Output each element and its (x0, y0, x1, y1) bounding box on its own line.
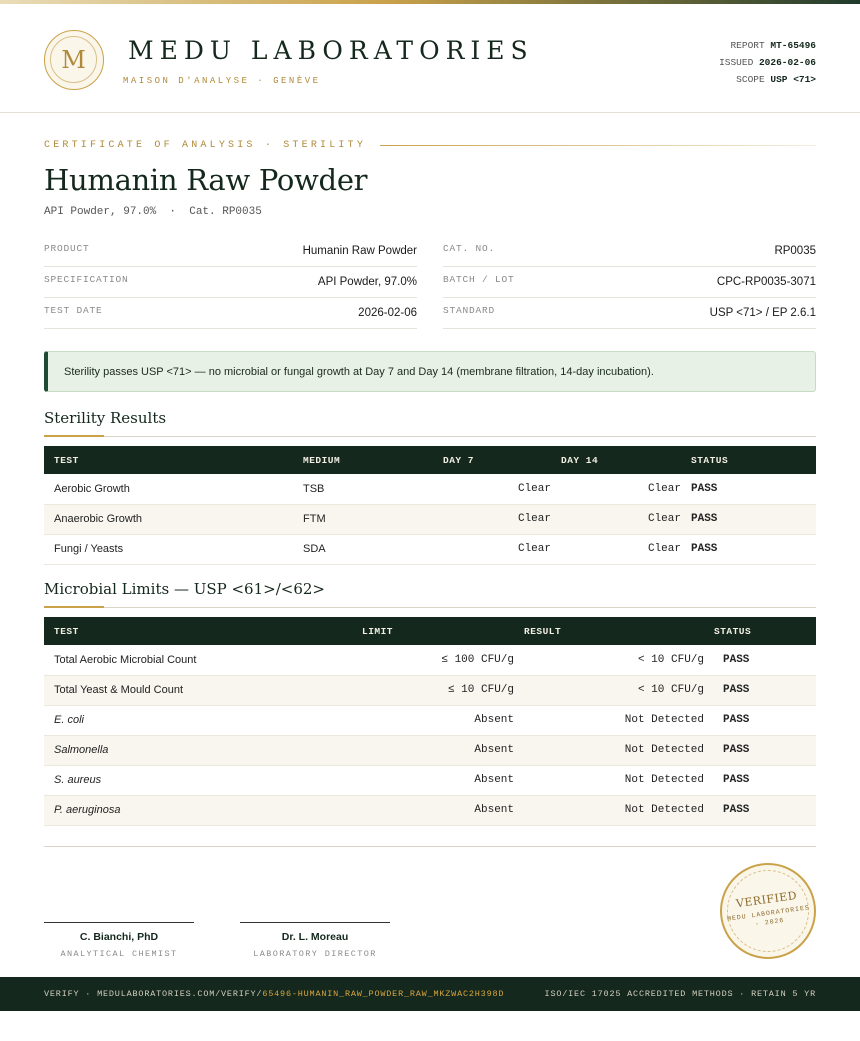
info-label: TEST DATE (44, 304, 103, 316)
cell-test: Total Yeast & Mould Count (44, 675, 352, 705)
status-badge: PASS (704, 705, 816, 735)
cell-day7: Clear (433, 504, 551, 534)
cell-medium: FTM (293, 504, 433, 534)
table-row (44, 795, 816, 825)
cell-day14: Clear (551, 534, 681, 564)
signatory-role: LABORATORY DIRECTOR (253, 949, 377, 959)
info-row (443, 298, 816, 329)
table-row (44, 675, 816, 705)
info-grid-left (44, 236, 417, 329)
info-row (443, 236, 816, 267)
signature-block (240, 922, 390, 959)
status-badge: PASS (681, 504, 816, 534)
table-header-row (44, 446, 816, 474)
info-grid-right (443, 236, 816, 329)
signatory-name: Dr. L. Moreau (281, 931, 349, 943)
column-header: STATUS (704, 617, 816, 645)
info-value: USP <71> / EP 2.6.1 (709, 307, 816, 319)
info-label: BATCH / LOT (443, 273, 515, 285)
signatory-name: C. Bianchi, PhD (79, 931, 159, 943)
brand-name: MEDU LABORATORIES (128, 36, 534, 65)
footer-verify-prefix: VERIFY · MEDULABORATORIES.COM/VERIFY/ (44, 989, 263, 999)
info-row (44, 298, 417, 329)
meta-label: SCOPE (736, 74, 765, 85)
status-badge: PASS (704, 765, 816, 795)
cell-limit: Absent (352, 705, 514, 735)
meta-value: USP <71> (770, 74, 816, 85)
cell-day7: Clear (433, 534, 551, 564)
column-header: RESULT (514, 617, 704, 645)
eyebrow-rule (380, 145, 816, 146)
column-header: DAY 7 (433, 446, 551, 474)
table-row (44, 534, 816, 564)
meta-issued (719, 54, 816, 71)
report-meta (719, 37, 816, 88)
column-header: TEST (44, 617, 352, 645)
info-value: Humanin Raw Powder (302, 245, 417, 257)
microbial-section-title: Microbial Limits — USP <61>/<62> (44, 580, 325, 598)
letterhead (0, 4, 860, 113)
info-row (44, 236, 417, 267)
logo-monogram: M (50, 36, 97, 83)
brand-tagline: MAISON D'ANALYSE · GENÈVE (123, 76, 321, 86)
info-row (44, 267, 417, 298)
section-accent (44, 606, 104, 608)
status-badge: PASS (681, 474, 816, 504)
cell-result: Not Detected (514, 705, 704, 735)
cell-test: E. coli (44, 705, 352, 735)
status-badge: PASS (704, 675, 816, 705)
cell-result: Not Detected (514, 795, 704, 825)
seal-subtitle: MEDU LABORATORIES · 2026 (726, 904, 811, 928)
status-badge: PASS (704, 735, 816, 765)
column-header: STATUS (681, 446, 816, 474)
verify-link[interactable]: 65496-HUMANIN_RAW_POWDER_RAW_MKZWAC2H398D (262, 989, 505, 999)
section-divider (44, 607, 816, 608)
column-header: MEDIUM (293, 446, 433, 474)
microbial-table (44, 617, 816, 826)
table-row (44, 474, 816, 504)
info-row (443, 267, 816, 298)
info-label: SPECIFICATION (44, 273, 129, 285)
cell-test: S. aureus (44, 765, 352, 795)
table-row (44, 645, 816, 675)
info-value: API Powder, 97.0% (317, 276, 417, 288)
column-header: DAY 14 (551, 446, 681, 474)
cell-limit: Absent (352, 795, 514, 825)
cell-test: Total Aerobic Microbial Count (44, 645, 352, 675)
cell-result: Not Detected (514, 735, 704, 765)
table-row (44, 765, 816, 795)
info-label: PRODUCT (44, 242, 90, 254)
cell-limit: Absent (352, 735, 514, 765)
meta-value: 2026-02-06 (758, 57, 816, 68)
cell-medium: TSB (293, 474, 433, 504)
column-header: TEST (44, 446, 293, 474)
meta-scope (719, 71, 816, 88)
cell-limit: ≤ 10 CFU/g (352, 675, 514, 705)
cell-day14: Clear (551, 474, 681, 504)
cell-day14: Clear (551, 504, 681, 534)
signatory-role: ANALYTICAL CHEMIST (60, 949, 178, 959)
cell-test: Fungi / Yeasts (44, 534, 293, 564)
cell-result: < 10 CFU/g (514, 645, 704, 675)
document-eyebrow (44, 138, 816, 152)
cell-limit: ≤ 100 CFU/g (352, 645, 514, 675)
meta-label: ISSUED (719, 57, 754, 68)
table-row (44, 705, 816, 735)
sterility-section-title: Sterility Results (44, 409, 167, 427)
cell-limit: Absent (352, 765, 514, 795)
status-badge: PASS (704, 645, 816, 675)
page-title: Humanin Raw Powder (44, 163, 368, 197)
meta-report (719, 37, 816, 54)
page-subtitle: API Powder, 97.0% · Cat. RP0035 (44, 206, 262, 218)
status-badge: PASS (704, 795, 816, 825)
meta-value: MT-65496 (770, 40, 816, 51)
table-header-row (44, 617, 816, 645)
meta-label: REPORT (730, 40, 765, 51)
cell-test: P. aeruginosa (44, 795, 352, 825)
eyebrow-text: CERTIFICATE OF ANALYSIS · STERILITY (44, 139, 367, 151)
cell-day7: Clear (433, 474, 551, 504)
info-label: CAT. NO. (443, 242, 496, 254)
lab-logo (44, 30, 104, 90)
cell-result: Not Detected (514, 765, 704, 795)
seal-title: VERIFIED (735, 888, 798, 911)
info-value: CPC-RP0035-3071 (716, 276, 816, 288)
info-label: STANDARD (443, 304, 496, 316)
signature-divider (44, 846, 816, 847)
section-divider (44, 436, 816, 437)
cell-medium: SDA (293, 534, 433, 564)
section-accent (44, 435, 104, 437)
verification-footer (0, 977, 860, 1011)
cell-result: < 10 CFU/g (514, 675, 704, 705)
info-value: RP0035 (774, 245, 816, 257)
signature-block (44, 922, 194, 959)
status-badge: PASS (681, 534, 816, 564)
footer-accreditation: ISO/IEC 17025 ACCREDITED METHODS · RETAIN 5 YR (544, 989, 816, 999)
info-value: 2026-02-06 (358, 307, 417, 319)
table-row (44, 735, 816, 765)
verified-seal (720, 863, 816, 959)
cell-test: Aerobic Growth (44, 474, 293, 504)
cell-test: Salmonella (44, 735, 352, 765)
column-header: LIMIT (352, 617, 514, 645)
sterility-summary-alert: Sterility passes USP <71> — no microbial or fungal growth at Day 7 and Day 14 (membrane filtration, 14-day incubation). (44, 351, 816, 392)
cell-test: Anaerobic Growth (44, 504, 293, 534)
table-row (44, 504, 816, 534)
sterility-table (44, 446, 816, 565)
